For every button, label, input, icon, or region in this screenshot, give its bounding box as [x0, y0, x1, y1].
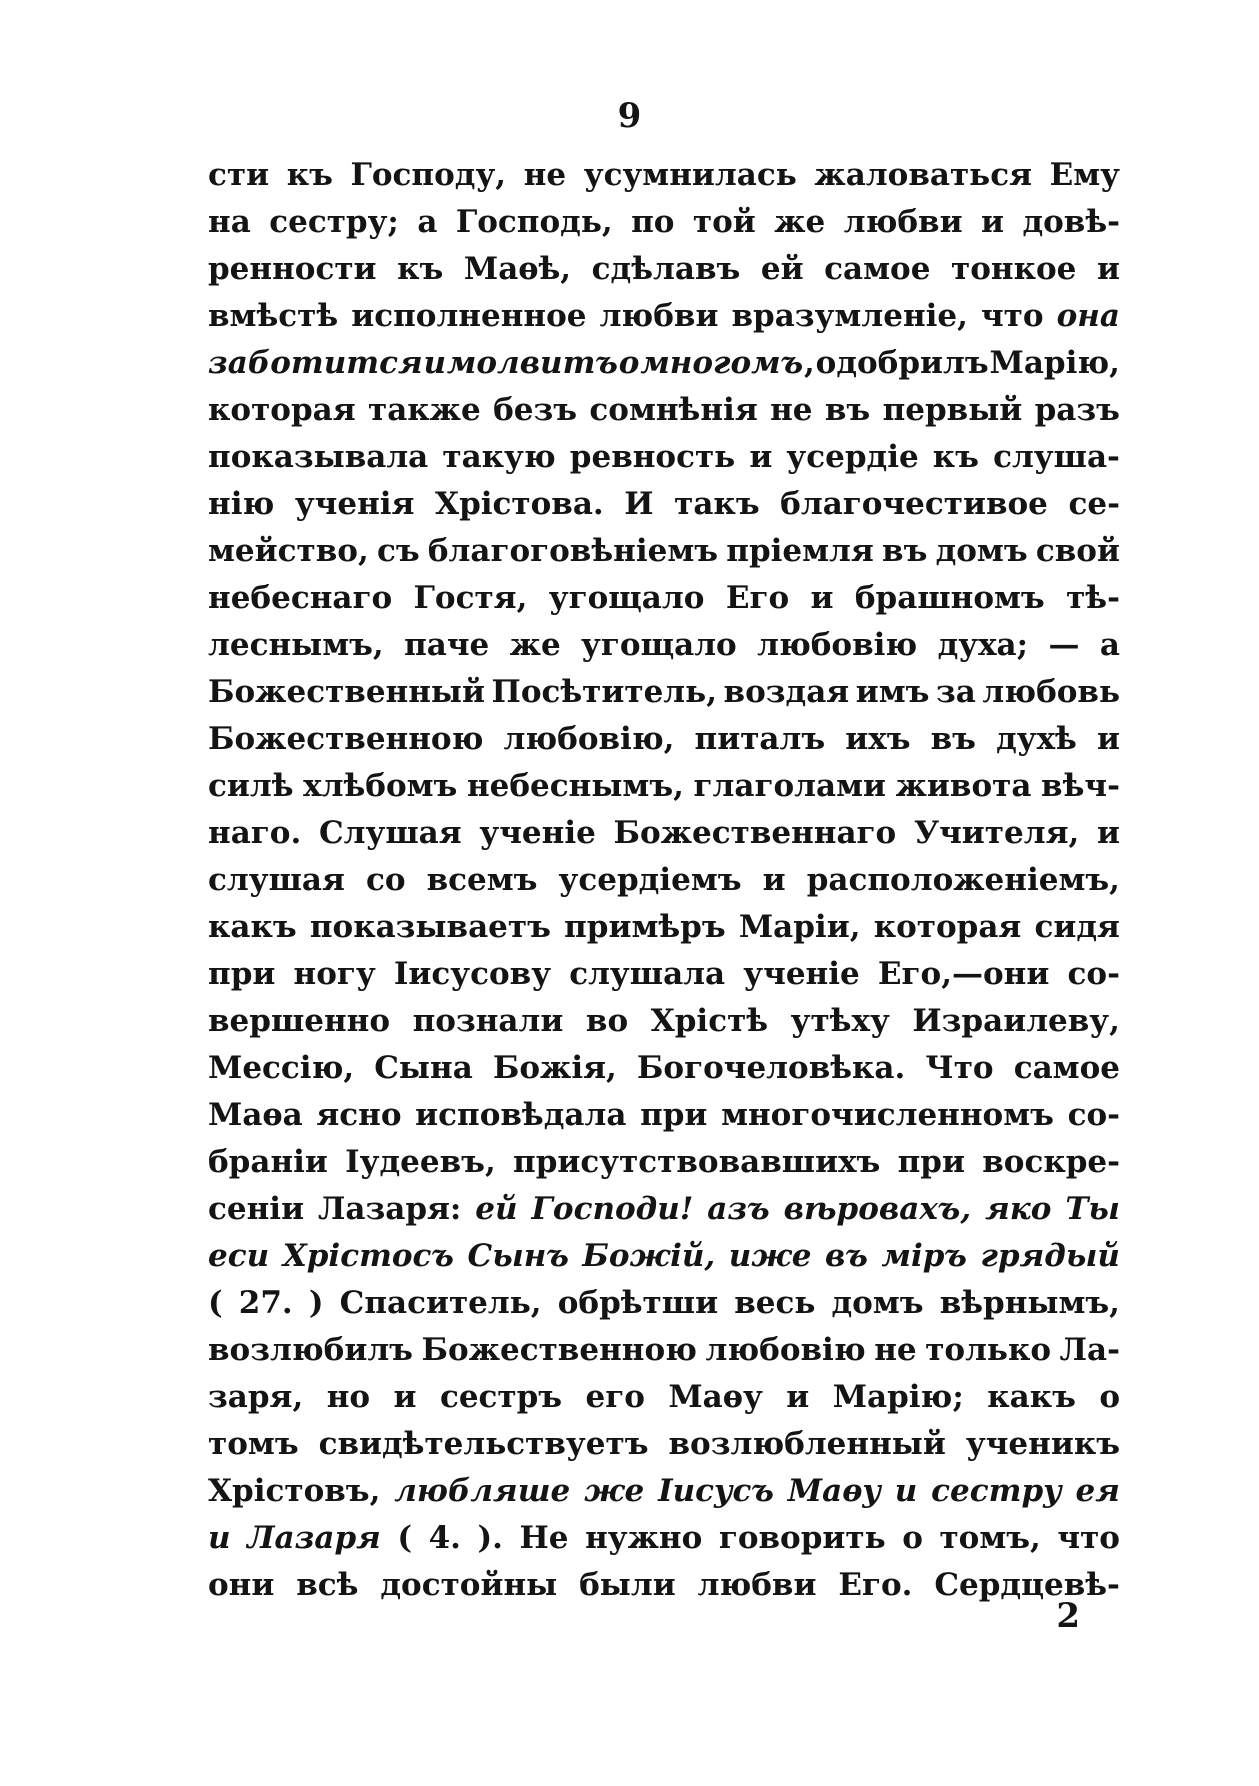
- text-line: [208, 622, 1120, 669]
- word: Сына: [374, 1050, 473, 1086]
- word: и: [1097, 815, 1120, 851]
- word: исповѣдала: [415, 1097, 627, 1133]
- word: со: [365, 862, 406, 898]
- word: сомнѣнія: [589, 392, 758, 428]
- word: томъ,: [939, 1520, 1041, 1556]
- italic-word: и: [894, 1473, 918, 1509]
- word: ,: [804, 345, 815, 381]
- body-text: [208, 152, 1120, 1609]
- italic-word: Лазаря: [247, 1520, 381, 1556]
- word: духа;: [937, 627, 1029, 663]
- word: расположеніемъ,: [806, 862, 1120, 898]
- italic-word: Маѳу: [787, 1473, 881, 1509]
- word: Божественнаго: [613, 815, 897, 851]
- word: во: [585, 1003, 629, 1039]
- word: со-: [1067, 956, 1120, 992]
- text-line: [208, 998, 1120, 1045]
- word: Господь,: [455, 204, 613, 240]
- word: любовію,: [503, 721, 675, 757]
- word: 27.: [238, 1285, 293, 1321]
- word: усумнилась: [583, 157, 797, 193]
- word: се-: [1068, 486, 1120, 522]
- word: наго.: [208, 815, 302, 851]
- word: нужно: [585, 1520, 703, 1556]
- word: Божественный: [208, 674, 485, 710]
- word: тѣ-: [1066, 580, 1120, 616]
- word: Марію;: [832, 1379, 964, 1415]
- word: ногу: [293, 956, 376, 992]
- word: всемъ: [426, 862, 538, 898]
- word: и: [1096, 251, 1120, 287]
- word: Его.: [838, 1567, 913, 1603]
- word: домъ: [831, 1285, 924, 1321]
- text-line: [208, 199, 1120, 246]
- word: той: [692, 204, 756, 240]
- word: Сердцевѣ-: [934, 1567, 1120, 1603]
- text-line: [208, 857, 1120, 904]
- word: Іудеевъ,: [345, 1144, 496, 1180]
- word: 4.: [428, 1520, 461, 1556]
- text-line: [208, 152, 1120, 199]
- word: исполненное: [351, 298, 587, 334]
- italic-word: иже: [728, 1238, 812, 1274]
- text-line: [208, 1468, 1120, 1515]
- word: Марію,: [989, 345, 1120, 381]
- word: ученіе: [743, 956, 860, 992]
- word: довѣ-: [1022, 204, 1120, 240]
- word: утѣху: [790, 1003, 890, 1039]
- word: леснымъ,: [208, 627, 384, 663]
- italic-word: заботится: [208, 345, 423, 381]
- word: познали: [412, 1003, 564, 1039]
- word: сеніи: [208, 1191, 305, 1227]
- word: Іисусову: [393, 956, 552, 992]
- word: Божественною: [208, 721, 484, 757]
- word: его: [585, 1379, 645, 1415]
- word: вѣрнымъ,: [939, 1285, 1120, 1321]
- italic-word: любляше: [394, 1473, 571, 1509]
- word: глаголами: [693, 768, 887, 804]
- text-line: [208, 716, 1120, 763]
- word: самое: [1013, 1050, 1120, 1086]
- word: любовь: [982, 674, 1120, 710]
- word: обрѣтши: [557, 1285, 719, 1321]
- page-number: 9: [617, 96, 642, 136]
- word: и: [393, 1379, 417, 1415]
- word: Мессію,: [208, 1050, 355, 1086]
- word: показываетъ: [309, 909, 551, 945]
- word: въ: [882, 533, 928, 569]
- italic-word: молвитъ: [446, 345, 618, 381]
- word: домъ: [935, 533, 1028, 569]
- word: при: [897, 1144, 965, 1180]
- word: и: [981, 204, 1005, 240]
- word: благоговѣніемъ: [427, 533, 719, 569]
- text-line: [208, 434, 1120, 481]
- italic-word: міръ: [881, 1238, 967, 1274]
- italic-word: еси: [208, 1238, 270, 1274]
- word: усердіе: [786, 439, 919, 475]
- text-line: [208, 481, 1120, 528]
- word: жаловаться: [814, 157, 1032, 193]
- word: о: [902, 1520, 923, 1556]
- word: что: [1057, 1520, 1120, 1556]
- italic-word: Ты: [1065, 1191, 1120, 1227]
- word: Учителя,: [913, 815, 1080, 851]
- word: къ: [932, 439, 979, 475]
- word: и: [762, 862, 786, 898]
- word: Маѳѣ,: [463, 251, 572, 287]
- italic-word: ей: [475, 1191, 518, 1227]
- word: возлюбилъ: [208, 1332, 413, 1368]
- word: имъ: [855, 674, 930, 710]
- word: Маріи,: [738, 909, 861, 945]
- italic-word: яко: [985, 1191, 1052, 1227]
- word: и: [1096, 721, 1120, 757]
- word: Хрістѣ: [650, 1003, 769, 1039]
- word: ): [308, 1285, 324, 1321]
- word: самое: [824, 251, 931, 287]
- word: —: [1048, 627, 1080, 663]
- word: что: [980, 298, 1044, 334]
- word: ученія: [294, 486, 415, 522]
- word: сдѣлавъ: [591, 251, 741, 287]
- italic-word: сестру: [931, 1473, 1062, 1509]
- word: были: [579, 1567, 676, 1603]
- italic-word: грядый: [980, 1238, 1120, 1274]
- word: при: [208, 956, 276, 992]
- word: слушая: [208, 862, 345, 898]
- word: вразумленіе,: [731, 298, 968, 334]
- word: Не: [519, 1520, 569, 1556]
- word: угощало: [581, 627, 737, 663]
- word: сестру;: [269, 204, 399, 240]
- text-line: [208, 575, 1120, 622]
- word: слушала: [569, 956, 726, 992]
- word: со-: [1067, 1097, 1120, 1133]
- italic-word: Господи!: [531, 1191, 694, 1227]
- word: Богочеловѣка.: [636, 1050, 906, 1086]
- word: Спаситель,: [339, 1285, 542, 1321]
- word: сестръ: [439, 1379, 563, 1415]
- word: какъ: [208, 909, 297, 945]
- word: къ: [397, 251, 444, 287]
- word: Слушая: [318, 815, 462, 851]
- word: сидя: [1034, 909, 1120, 945]
- word: присутствовавшихъ: [513, 1144, 881, 1180]
- text-line: [208, 387, 1120, 434]
- text-line: [208, 340, 1120, 387]
- word: только: [925, 1332, 1052, 1368]
- word: одобрилъ: [815, 345, 989, 381]
- text-line: [208, 246, 1120, 293]
- text-line: [208, 1092, 1120, 1139]
- word: же: [509, 627, 561, 663]
- word: вѣч-: [1041, 768, 1120, 804]
- word: ученіе: [479, 815, 596, 851]
- word: которая: [873, 909, 1022, 945]
- word: воздая: [723, 674, 850, 710]
- word: усердіемъ: [558, 862, 742, 898]
- word: Божественною: [421, 1332, 697, 1368]
- italic-word: ея: [1075, 1473, 1120, 1509]
- italic-word: въ: [825, 1238, 868, 1274]
- word: И: [624, 486, 654, 522]
- word: Посѣтитель,: [491, 674, 717, 710]
- text-line: [208, 1421, 1120, 1468]
- word: Ему: [1049, 157, 1120, 193]
- word: любовію: [705, 1332, 866, 1368]
- word: которая: [208, 392, 356, 428]
- word: не: [770, 392, 813, 428]
- word: нію: [208, 486, 275, 522]
- word: (: [208, 1285, 223, 1321]
- word: также: [367, 392, 481, 428]
- italic-word: вѣровахъ,: [783, 1191, 972, 1227]
- word: ).: [477, 1520, 503, 1556]
- word: ей: [760, 251, 804, 287]
- word: и: [810, 580, 834, 616]
- word: силѣ: [208, 768, 294, 804]
- text-line: [208, 763, 1120, 810]
- text-line: [208, 1186, 1120, 1233]
- word: по: [631, 204, 675, 240]
- word: Израилеву,: [912, 1003, 1120, 1039]
- word: вмѣстѣ: [208, 298, 339, 334]
- word: томъ: [208, 1426, 299, 1462]
- italic-word: и: [208, 1520, 231, 1556]
- word: такъ: [674, 486, 760, 522]
- word: небеснаго: [208, 580, 393, 616]
- word: не: [874, 1332, 917, 1368]
- word: Ла-: [1059, 1332, 1120, 1368]
- word: первый: [882, 392, 1023, 428]
- word: любовію: [757, 627, 918, 663]
- word: показывала: [208, 439, 429, 475]
- word: Хрістова.: [435, 486, 604, 522]
- italic-word: о: [618, 345, 640, 381]
- word: любви: [697, 1567, 817, 1603]
- italic-word: азъ: [707, 1191, 770, 1227]
- italic-word: Хрістосъ: [282, 1238, 454, 1274]
- text-line: [208, 1562, 1120, 1609]
- text-line: [208, 528, 1120, 575]
- word: брашномъ: [854, 580, 1045, 616]
- word: свой: [1035, 533, 1120, 569]
- word: возлюбленный: [668, 1426, 946, 1462]
- word: пріемля: [726, 533, 874, 569]
- word: Маѳу: [668, 1379, 763, 1415]
- text-line: [208, 810, 1120, 857]
- italic-word: Божій,: [582, 1238, 716, 1274]
- word: и: [749, 439, 773, 475]
- word: примѣръ: [564, 909, 726, 945]
- word: такую: [442, 439, 556, 475]
- word: (: [397, 1520, 413, 1556]
- word: браніи: [208, 1144, 328, 1180]
- word: безъ: [493, 392, 578, 428]
- text-line: [208, 1233, 1120, 1280]
- word: всѣ: [296, 1567, 359, 1603]
- word: ясно: [316, 1097, 402, 1133]
- word: многочисленномъ: [721, 1097, 1054, 1133]
- text-line: [208, 1374, 1120, 1421]
- word: живота: [895, 768, 1032, 804]
- word: тонкое: [951, 251, 1077, 287]
- text-line: [208, 669, 1120, 716]
- word: а: [1099, 627, 1120, 663]
- word: духѣ: [996, 721, 1077, 757]
- word: Господу,: [350, 157, 507, 193]
- word: Что: [925, 1050, 994, 1086]
- word: любви: [599, 298, 719, 334]
- text-line: [208, 1515, 1120, 1562]
- word: и: [786, 1379, 810, 1415]
- text-line: [208, 1045, 1120, 1092]
- word: ревность: [569, 439, 736, 475]
- word: слуша-: [993, 439, 1120, 475]
- word: они: [208, 1567, 275, 1603]
- word: какъ: [987, 1379, 1076, 1415]
- text-line: [208, 1139, 1120, 1186]
- italic-word: и: [423, 345, 447, 381]
- word: не: [523, 157, 567, 193]
- word: о: [1099, 1379, 1120, 1415]
- word: благочестивое: [780, 486, 1048, 522]
- word: въ: [824, 392, 871, 428]
- word: Маѳа: [208, 1097, 303, 1133]
- word: небеснымъ,: [466, 768, 684, 804]
- word: въ: [930, 721, 976, 757]
- italic-word: она: [1056, 298, 1120, 334]
- word: Гостя,: [413, 580, 528, 616]
- word: вершенно: [208, 1003, 391, 1039]
- word: Его: [725, 580, 790, 616]
- text-line: [208, 951, 1120, 998]
- italic-word: многомъ: [640, 345, 804, 381]
- word: разъ: [1034, 392, 1120, 428]
- text-line: [208, 904, 1120, 951]
- word: Божія,: [492, 1050, 617, 1086]
- italic-word: же: [584, 1473, 645, 1509]
- word: свидѣтельствуетъ: [318, 1426, 649, 1462]
- word: а: [417, 204, 438, 240]
- text-line: [208, 293, 1120, 340]
- word: на: [208, 204, 251, 240]
- word: съ: [376, 533, 420, 569]
- word: заря,: [208, 1379, 304, 1415]
- word: же: [774, 204, 826, 240]
- word: Лазаря:: [317, 1191, 462, 1227]
- word: любви: [843, 204, 963, 240]
- word: паче: [404, 627, 490, 663]
- word: при: [640, 1097, 708, 1133]
- word: ученикъ: [965, 1426, 1120, 1462]
- word: Хрістовъ,: [208, 1473, 381, 1509]
- word: говорить: [718, 1520, 886, 1556]
- word: сти: [208, 157, 270, 193]
- italic-word: Іисусъ: [658, 1473, 774, 1509]
- word: воскре-: [982, 1144, 1120, 1180]
- word: весь: [734, 1285, 816, 1321]
- italic-word: Сынъ: [467, 1238, 569, 1274]
- word: за: [936, 674, 976, 710]
- word: хлѣбомъ: [303, 768, 458, 804]
- word: угощало: [548, 580, 705, 616]
- word: Его,—они: [877, 956, 1050, 992]
- text-line: [208, 1280, 1120, 1327]
- word: ихъ: [845, 721, 911, 757]
- word: мейство,: [208, 533, 369, 569]
- word: ренности: [208, 251, 377, 287]
- word: питалъ: [694, 721, 826, 757]
- signature-mark: 2: [1056, 1596, 1080, 1636]
- word: но: [326, 1379, 371, 1415]
- word: къ: [286, 157, 333, 193]
- word: достойны: [380, 1567, 558, 1603]
- text-line: [208, 1327, 1120, 1374]
